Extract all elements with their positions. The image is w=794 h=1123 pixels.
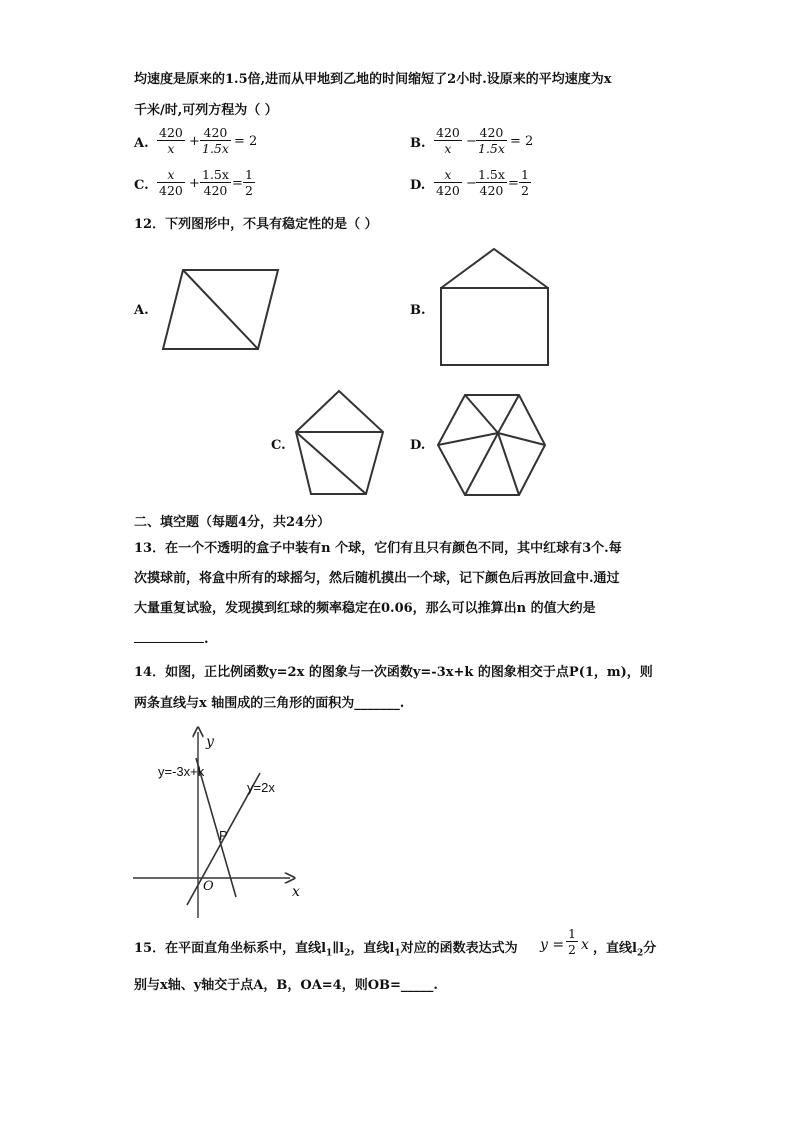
origin-label: O: [203, 879, 214, 894]
q14-line2: 两条直线与x 轴围成的三角形的面积为_______.: [134, 696, 405, 711]
q15-line1: 15．在平面直角坐标系中，直线$l_1\parallel l_2$，直线$l_1$对应的函数表达式为: [134, 941, 518, 959]
q12-option-a-label: A.: [134, 303, 149, 318]
q12-option-d-label: D.: [410, 438, 426, 453]
q11-option-d-eq: =: [508, 176, 519, 191]
q11-option-c-label: C.: [134, 178, 149, 193]
q15-fn-fraction: $\frac{1}{2}$: [568, 926, 576, 957]
q11-option-b-op: −: [466, 134, 477, 149]
q13-line1: 13．在一个不透明的盒子中装有n 个球，它们有且只有颜色不同，其中红球有3个.每: [134, 541, 622, 556]
q11-option-d-term1: $\frac{x}{420}$: [436, 167, 460, 198]
q13-line2: 次摸球前，将盒中所有的球摇匀，然后随机摸出一个球，记下颜色后再放回盒中.通过: [134, 571, 620, 586]
q11-option-a-term2: $\frac{420}{1.5x}$: [202, 125, 229, 156]
q11-option-d-label: D.: [410, 178, 426, 193]
q11-option-b-term1: $\frac{420}{x}$: [436, 125, 460, 156]
q11-option-d-op: −: [466, 176, 477, 191]
q14-line1: 14．如图，正比例函数y=2x 的图象与一次函数y=-3x+k 的图象相交于点P(1，m)，则: [134, 665, 653, 680]
q11-option-d-term2: $\frac{1.5x}{420}$: [478, 167, 505, 198]
q13-answer-blank: .: [134, 630, 209, 647]
q15-line1-end: ，直线$l_2$分: [593, 941, 657, 959]
q13-line3: 大量重复试验，发现摸到红球的频率稳定在0.06，那么可以推算出n 的值大约是: [134, 601, 596, 616]
q11-option-b-term2: $\frac{420}{1.5x}$: [478, 125, 505, 156]
q11-option-c-term2: $\frac{1.5x}{420}$: [202, 167, 229, 198]
x-axis-label: x: [292, 884, 300, 900]
q12-option-c-label: C.: [271, 438, 286, 453]
y-axis-label: y: [206, 734, 214, 750]
q12-stem: 12．下列图形中，不具有稳定性的是（ ）: [134, 217, 378, 232]
q11-option-b-label: B.: [410, 136, 426, 151]
q11-option-a-term1: $\frac{420}{x}$: [159, 125, 183, 156]
q11-option-c-term1: $\frac{x}{420}$: [159, 167, 183, 198]
q11-option-a-rhs: = 2: [234, 134, 258, 149]
q15-line2: 别与x轴、y轴交于点A，B，OA=4，则OB=_____.: [134, 978, 438, 993]
line-label-2x: y=2x: [247, 780, 275, 795]
section-2-heading: 二、填空题（每题4分，共24分）: [134, 515, 331, 530]
q11-line2: 千米/时,可列方程为（ ）: [134, 103, 278, 118]
q11-option-c-eq: =: [232, 176, 243, 191]
q11-option-d-rhs: $\frac{1}{2}$: [521, 167, 529, 198]
line-label-neg3x-k: y=-3x+k: [158, 764, 205, 779]
q15-fn-x: x: [581, 937, 589, 953]
q11-option-a-label: A.: [134, 136, 149, 151]
point-p-label: P: [219, 828, 228, 843]
q12-option-b-label: B.: [410, 303, 426, 318]
q11-option-b-rhs: = 2: [510, 134, 534, 149]
q15-fn-y: y =: [540, 937, 565, 953]
q11-line1: 均速度是原来的1.5倍,进而从甲地到乙地的时间缩短了2小时.设原来的平均速度为x: [134, 72, 612, 87]
q11-option-c-rhs: $\frac{1}{2}$: [245, 167, 253, 198]
q11-option-a-op: +: [189, 134, 200, 149]
q11-option-c-op: +: [189, 176, 200, 191]
